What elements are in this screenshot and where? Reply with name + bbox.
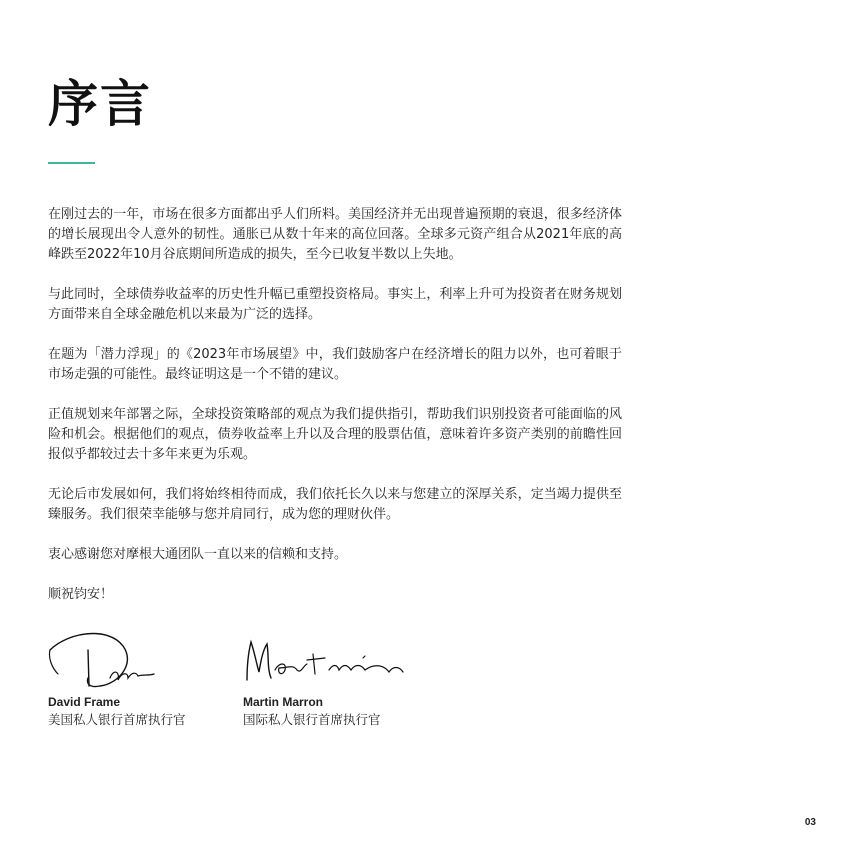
paragraph: 衷心感谢您对摩根大通团队一直以来的信赖和支持。 xyxy=(48,547,348,562)
signatory-title: 国际私人银行首席执行官 xyxy=(243,712,381,727)
closing-salutation: 顺祝钧安！ xyxy=(48,587,114,602)
signatory-title: 美国私人银行首席执行官 xyxy=(48,712,186,727)
paragraph: 在刚过去的一年，市场在很多方面都出乎人们所料。美国经济并无出现普遍预期的衰退，很多经济体的增长展现出令人意外的韧性。通胀已从数十年来的高位回落。全球多元资产组合从2021年底的高峰跌至2022年10月谷底期间所造成的损失，至今已收复半数以上失地。 xyxy=(48,207,622,262)
accent-divider xyxy=(48,162,95,164)
letter-body xyxy=(48,205,622,625)
signatory-david-frame xyxy=(48,628,228,730)
paragraph: 与此同时，全球债券收益率的历史性升幅已重塑投资格局。事实上，利率上升可为投资者在财务规划方面带来自全球金融危机以来最为广泛的选择。 xyxy=(48,287,622,322)
page-number: 03 xyxy=(804,817,816,828)
paragraph: 正值规划来年部署之际，全球投资策略部的观点为我们提供指引，帮助我们识别投资者可能面临的风险和机会。根据他们的观点，债券收益率上升以及合理的股票估值，意味着许多资产类别的前瞻性回报似乎都较过去十多年来更为乐观。 xyxy=(48,407,622,462)
paragraph: 在题为「潜力浮现」的《2023年市场展望》中，我们鼓励客户在经济增长的阻力以外，也可着眼于市场走强的可能性。最终证明这是一个不错的建议。 xyxy=(48,347,622,382)
signatory-name: Martin Marron xyxy=(243,695,324,709)
page-title: 序言 xyxy=(48,74,152,133)
handwritten-signature-image xyxy=(243,628,413,692)
signatory-name: David Frame xyxy=(48,695,121,709)
paragraph: 无论后市发展如何，我们将始终相待而成，我们依托长久以来与您建立的深厚关系，定当竭力提供至臻服务。我们很荣幸能够与您并肩同行，成为您的理财伙伴。 xyxy=(48,487,622,522)
signature-block xyxy=(48,628,608,738)
signatory-martin-marron xyxy=(243,628,423,730)
handwritten-signature-image xyxy=(48,628,168,692)
